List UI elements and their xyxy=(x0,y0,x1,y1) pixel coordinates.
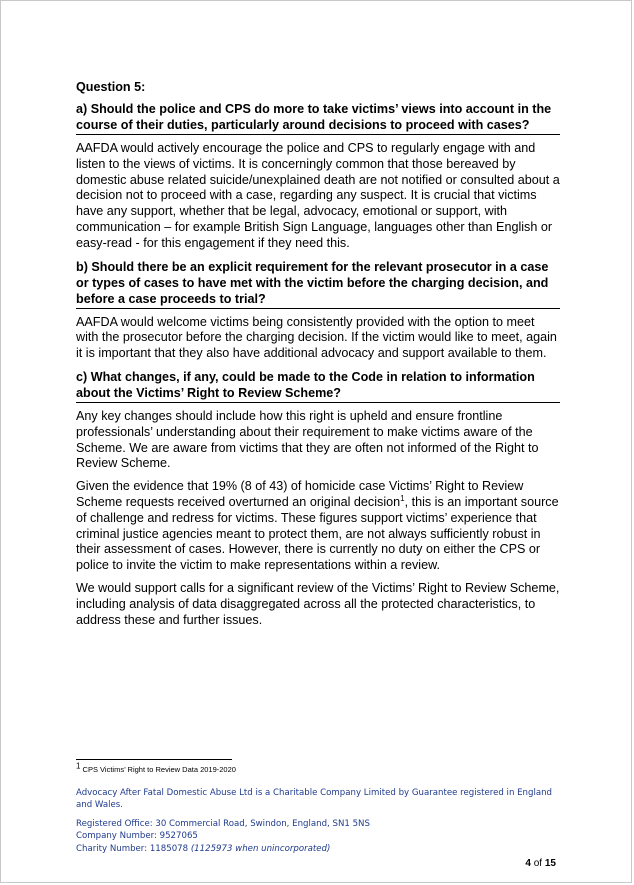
page-number xyxy=(525,858,556,869)
page-total: 15 xyxy=(544,858,556,869)
question-c-answer-2 xyxy=(76,479,560,574)
page-footer xyxy=(76,787,560,855)
footnote-reference[interactable]: 1 xyxy=(400,493,405,503)
footer-charity-number xyxy=(76,843,560,855)
page-content xyxy=(76,79,560,635)
footnote-text: CPS Victims’ Right to Review Data 2019-2020 xyxy=(80,765,236,774)
question-c-answer-3: We would support calls for a significant review of the Victims’ Right to Review Scheme, including analysis of data disaggregated across all the protected characteristics, to address these and further issues. xyxy=(76,580,560,627)
footer-registered-office: Registered Office: 30 Commercial Road, Swindon, England, SN1 5NS xyxy=(76,818,370,829)
page-of-label: of xyxy=(530,858,545,869)
question-c-answer-1: Any key changes should include how this right is upheld and ensure frontline professionals’ understanding about their requirement to make victims aware of the Scheme. We are aware from victims that they are often not informed of the Right to Review Scheme. xyxy=(76,408,539,471)
charity-number-note: (1125973 when unincorporated) xyxy=(190,843,331,854)
question-b-answer: AAFDA would welcome victims being consistently provided with the option to meet with the prosecutor before the charging decision. If the victim would like to meet, again it is important that they also have additional advocacy and support available to them. xyxy=(76,314,557,361)
question-c-title: c) What changes, if any, could be made to the Code in relation to information about the Victims’ Right to Review Scheme? xyxy=(76,369,560,403)
footnote-divider xyxy=(76,759,232,760)
answer-text: Given the evidence that 19% (8 of 43) of homicide case Victims’ Right to Review Scheme requests received overturned an original decision xyxy=(76,479,524,509)
question-a-answer: AAFDA would actively encourage the police and CPS to regularly engage with and listen to the views of victims. It is concerningly common that those bereaved by domestic abuse related suicide/unexplained death are not notified or consulted about a decision not to proceed with a case, regarding any suspect. It is crucial that victims have any support, whether that be legal, advocacy, emotional or support, with communication – for example British Sign Language, languages other than English or easy-read - for this engagement if they need this. xyxy=(76,141,560,250)
answer-text: , this is an important source of challenge and redress for victims. These figures support victims’ experience that criminal justice agencies meant to protect them, are not always sufficiently robust in their assessment of cases. However, there is currently no duty on either the CPS or police to invite the victim to make representations within a review. xyxy=(76,494,559,573)
charity-number-text: Charity Number: 1185078 xyxy=(76,843,191,854)
page-current: 4 xyxy=(525,858,531,869)
footer-company-statement: Advocacy After Fatal Domestic Abuse Ltd is a Charitable Company Limited by Guarantee registered in England and Wales. xyxy=(76,788,553,811)
footer-company-number: Company Number: 9527065 xyxy=(76,831,198,842)
question-b-title: b) Should there be an explicit requirement for the relevant prosecutor in a case or types of cases to have met with the victim before the charging decision, and before a case proceeds to trial? xyxy=(76,259,560,309)
question-a-title: a) Should the police and CPS do more to take victims’ views into account in the course of their duties, particularly around decisions to proceed with cases? xyxy=(76,101,560,135)
footnote-number: 1 xyxy=(76,761,81,771)
footnote xyxy=(76,761,236,775)
question-heading: Question 5: xyxy=(76,80,146,94)
